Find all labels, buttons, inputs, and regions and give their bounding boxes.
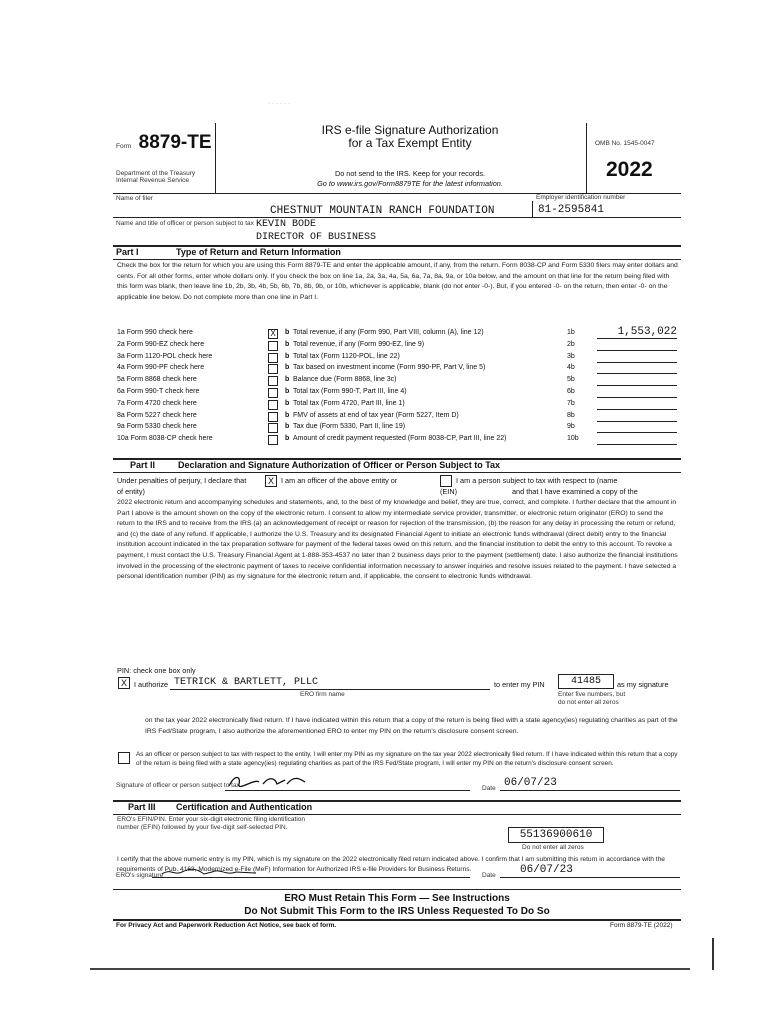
form-checkbox[interactable]	[268, 400, 278, 410]
part1-row	[117, 364, 677, 375]
ero-signature	[160, 864, 270, 878]
part2-label: Part II	[130, 460, 156, 470]
form-checkbox[interactable]: X	[268, 329, 278, 339]
line-number: 10b	[567, 435, 579, 443]
line-description: Tax based on investment income (Form 990-PF, Part V, line 5)	[293, 364, 486, 372]
filer-ein: 81-2595841	[538, 204, 605, 216]
authorize-paragraph: on the tax year 2022 electronically filed return. If I have indicated within this return that a copy of the return is being filed with a state agency(ies) regulating charities as part of the IRS Fed/State program, I also authorize the aforementioned ERO to enter my PIN on the return's disclosure consent screen.	[145, 717, 678, 735]
do-not-send-note: Do not send to the IRS. Keep for your records.	[334, 169, 486, 178]
scan-edge-right	[712, 938, 714, 970]
amount-line	[597, 432, 677, 433]
line-description: Total tax (Form 4720, Part III, line 1)	[293, 399, 405, 407]
part3-date-label: Date	[482, 872, 496, 879]
line-number: 1b	[567, 329, 575, 336]
part1-row	[117, 412, 677, 423]
line-description: Total revenue, if any (Form 990, Part VIII, column (A), line 12)	[293, 329, 484, 336]
form-check-label: 1a Form 990 check here	[117, 329, 193, 336]
self-enter-pin-checkbox[interactable]	[118, 752, 130, 764]
efin-label: ERO's EFIN/PIN. Enter your six-digit electronic filing identification number (EFIN) followed by your five-digit self-selected PIN.	[117, 816, 306, 832]
part1-row	[117, 423, 677, 434]
form-check-label: 4a Form 990-PF check here	[117, 364, 205, 372]
line-b-label: b	[285, 340, 290, 348]
scan-artifact-text: · · · · · ·	[268, 100, 291, 107]
i-authorize-label: I authorize	[134, 680, 169, 689]
privacy-notice: For Privacy Act and Paperwork Reduction Act Notice, see back of form.	[116, 922, 337, 929]
certification-text: I certify that the above numeric entry is my PIN, which is my signature on the 2022 electronically filed return indicated above. I confirm that I am submitting this return in accordance with the requirements of Pub. 4163, Modernized e-File (MeF) Information for Authorized IRS e-file Providers for Business Returns.	[117, 856, 665, 873]
officer-name: KEVIN BODE	[256, 219, 317, 230]
form-checkbox[interactable]	[268, 388, 278, 398]
form-check-label: 9a Form 5330 check here	[117, 423, 197, 431]
line-b-label: b	[285, 435, 290, 443]
part1-row	[117, 353, 677, 364]
part1-label: Part I	[116, 247, 139, 257]
amount-line	[597, 350, 677, 351]
line-b-label: b	[285, 376, 290, 384]
person-checkbox[interactable]	[440, 475, 452, 487]
person-checkbox-label: I am a person subject to tax with respect to (name	[456, 476, 618, 485]
line-number: 8b	[567, 411, 575, 419]
form-title-line1: IRS e-file Signature Authorization	[321, 123, 499, 137]
line-description: Total revenue, if any (Form 990-EZ, line 9)	[293, 340, 425, 348]
officer-pin-field[interactable]: 41485	[558, 674, 614, 689]
officer-checkbox[interactable]: X	[265, 475, 277, 487]
do-not-submit-notice: Do Not Submit This Form to the IRS Unless Requested To Do So	[244, 906, 550, 917]
amount-value[interactable]: 1,553,022	[617, 326, 677, 338]
line-b-label: b	[285, 399, 290, 407]
pin-note-2: do not enter all zeros	[558, 699, 619, 706]
part1-intro: Check the box for the return for which you are using this Form 8879-TE and enter the applicable amount, if any, from the return. Form 8038-CP and Form 5330 filers may enter dollars and cents. For all other forms, enter whole dollars only. If you check the box on line 1a, 2a, 3a, 4a, 5a, 6a, 7a, 8a, 9a, or 10a below, and the amount on that line for the return being filed with this form was blank, then leave line 1b, 2b, 3b, 4b, 5b, 6b, 7b, 8b, 9b, or 10b, whichever is applicable, blank (do not enter -0-). But, if you entered -0- on the return, then enter -0- on the applicable line below. Do not complete more than one line in Part I.	[117, 262, 678, 301]
line-number: 4b	[567, 364, 575, 372]
efin-note: Do not enter all zeros	[522, 844, 584, 851]
ein-label: Employer identification number	[536, 194, 626, 201]
part2-date: 06/07/23	[504, 777, 557, 789]
ero-retain-notice: ERO Must Retain This Form — See Instructions	[284, 893, 510, 904]
part1-heading: Type of Return and Return Information	[176, 247, 341, 257]
efin-pin-field[interactable]: 55136900610	[508, 827, 604, 843]
part1-row	[117, 341, 677, 352]
amount-line	[597, 385, 677, 386]
part3-date: 06/07/23	[520, 864, 573, 876]
form-check-label: 5a Form 8868 check here	[117, 376, 197, 384]
line-b-label: b	[285, 364, 290, 372]
line-b-label: b	[285, 329, 290, 336]
officer-checkbox-label: I am an officer of the above entity or	[281, 476, 398, 485]
line-b-label: b	[285, 352, 290, 360]
form-checkbox[interactable]	[268, 341, 278, 351]
scan-edge-bottom	[90, 968, 690, 970]
form-check-label: 7a Form 4720 check here	[117, 399, 197, 407]
ero-firm-name: TETRICK & BARTLETT, PLLC	[174, 677, 319, 688]
part1-row	[117, 326, 677, 340]
ein-paren-label: (EIN)	[440, 487, 458, 496]
goto-note: Go to www.irs.gov/Form8879TE for the latest information.	[317, 179, 503, 188]
form-checkbox[interactable]	[268, 435, 278, 445]
as-signature-label: as my signature	[617, 680, 669, 689]
officer-signature	[225, 770, 315, 792]
amount-line	[597, 397, 677, 398]
pin-note-1: Enter five numbers, but	[558, 691, 626, 698]
ero-firm-label: ERO firm name	[300, 691, 345, 698]
form-checkbox[interactable]	[268, 364, 278, 374]
amount-line	[597, 373, 677, 374]
form-checkbox[interactable]	[268, 423, 278, 433]
pin-check-label: PIN: check one box only	[117, 666, 196, 675]
filer-name: CHESTNUT MOUNTAIN RANCH FOUNDATION	[270, 205, 495, 217]
line-description: Tax due (Form 5330, Part II, line 19)	[293, 423, 406, 431]
line-description: Total tax (Form 1120-POL, line 22)	[293, 352, 400, 360]
officer-signature-label: Signature of officer or person subject to tax	[116, 782, 240, 789]
line-number: 9b	[567, 423, 575, 431]
form-check-label: 6a Form 990-T check here	[117, 388, 200, 395]
to-enter-pin-label: to enter my PIN	[494, 680, 545, 689]
self-enter-paragraph: As an officer or person subject to tax with respect to the entity, I will enter my PIN as my signature on the tax year 2022 electronically filed return. If I have indicated within this return that a copy of the return is being filed with a state agency(ies) regulating charities as part of the IRS Fed/State program, I will enter my PIN on the return's disclosure consent screen.	[136, 751, 678, 767]
part2-date-label: Date	[482, 785, 496, 792]
form-prefix: Form	[116, 143, 132, 150]
form-title	[235, 124, 585, 150]
part1-row	[117, 388, 677, 399]
department-label: Department of the Treasury Internal Revenue Service	[116, 170, 196, 184]
line-description: Total tax (Form 990-T, Part III, line 4)	[293, 388, 407, 395]
line-number: 7b	[567, 399, 575, 407]
line-number: 2b	[567, 340, 575, 348]
declaration-body: 2022 electronic return and accompanying schedules and statements, and, to the best of my knowledge and belief, they are true, correct, and complete. I further declare that the amount in Part I above is the amount shown on the copy of the electronic return. I consent to allow my intermediate service provider, transmitter, or electronic return originator (ERO) to send the return to the IRS and to receive from the IRS (a) an acknowledgement of receipt or reason for rejection of the transmission, (b) the reason for any delay in processing the return or refund, and (c) the date of any refund. If applicable, I authorize the U.S. Treasury and its designated Financial Agent to initiate an electronic funds withdrawal (direct debit) entry to the financial institution account indicated in the tax preparation software for payment of the federal taxes owed on this return, and the financial institution to debit the entry to this account. To revoke a payment, I must contact the U.S. Treasury Financial Agent at 1-888-353-4537 no later than 2 business days prior to the payment (settlement) date. I also authorize the financial institutions involved in the processing of the electronic payment of taxes to receive confidential information necessary to answer inquiries and resolve issues related to the payment. I have selected a personal identification number (PIN) as my signature for the electronic return and, if applicable, the consent to electronic funds withdrawal.	[117, 499, 678, 581]
part1-row	[117, 376, 677, 387]
under-penalties-text: Under penalties of perjury, I declare that	[117, 476, 247, 485]
amount-line	[597, 444, 677, 445]
part1-row	[117, 435, 677, 446]
line-description: FMV of assets at end of tax year (Form 5227, Item D)	[293, 411, 459, 419]
officer-label: Name and title of officer or person subject to tax	[116, 220, 254, 227]
authorize-ero-checkbox[interactable]: X	[118, 677, 130, 689]
name-of-filer-label: Name of filer	[116, 195, 153, 202]
line-number: 3b	[567, 352, 575, 360]
part3-heading: Certification and Authentication	[176, 802, 313, 812]
form-checkbox[interactable]	[268, 412, 278, 422]
amount-line	[597, 421, 677, 422]
part1-row	[117, 400, 677, 411]
line-number: 6b	[567, 388, 575, 395]
form-title-line2: for a Tax Exempt Entity	[348, 136, 472, 150]
examined-text: and that I have examined a copy of the	[512, 487, 638, 496]
part3-label: Part III	[128, 802, 156, 812]
form-check-label: 8a Form 5227 check here	[117, 411, 197, 419]
amount-line	[597, 409, 677, 410]
line-description: Amount of credit payment requested (Form 8038-CP, Part III, line 22)	[293, 435, 507, 443]
form-reference: Form 8879-TE (2022)	[610, 922, 673, 929]
form-number-block	[116, 132, 212, 154]
amount-line	[597, 338, 677, 339]
line-b-label: b	[285, 411, 290, 419]
line-number: 5b	[567, 376, 575, 384]
ero-signature-label: ERO's signature	[116, 872, 164, 879]
form-number: 8879-TE	[138, 132, 212, 153]
form-checkbox[interactable]	[268, 376, 278, 386]
tax-year: 2022	[606, 158, 653, 181]
form-check-label: 10a Form 8038-CP check here	[117, 435, 213, 443]
line-b-label: b	[285, 388, 290, 395]
line-b-label: b	[285, 423, 290, 431]
amount-line	[597, 362, 677, 363]
of-entity-label: of entity)	[117, 487, 145, 496]
officer-title: DIRECTOR OF BUSINESS	[256, 232, 377, 243]
omb-number: OMB No. 1545-0047	[595, 140, 655, 147]
part2-heading: Declaration and Signature Authorization of Officer or Person Subject to Tax	[178, 460, 501, 470]
line-description: Balance due (Form 8868, line 3c)	[293, 376, 397, 384]
form-checkbox[interactable]	[268, 353, 278, 363]
form-check-label: 3a Form 1120-POL check here	[117, 352, 213, 360]
form-check-label: 2a Form 990-EZ check here	[117, 340, 205, 348]
